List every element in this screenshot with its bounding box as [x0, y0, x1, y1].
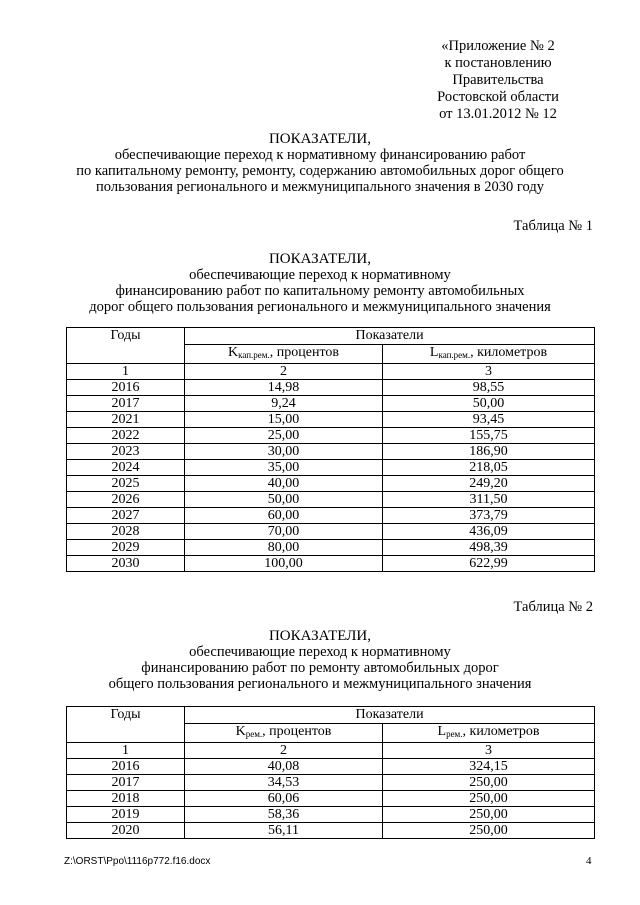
table-row: 2019 58,36 250,00	[67, 807, 595, 823]
table2	[66, 706, 595, 839]
table1-title-line: дорог общего пользования регионального и межмуниципального значения	[89, 299, 551, 315]
main-title	[50, 131, 590, 195]
main-title-line: пользования регионального и межмуниципального значения в 2030 году	[96, 179, 544, 195]
table-row: 2016 14,98 98,55	[67, 380, 595, 396]
table-row: 2017 34,53 250,00	[67, 775, 595, 791]
table1-caption: Таблица № 1	[513, 218, 593, 234]
table-row: 2027 60,00 373,79	[67, 508, 595, 524]
main-title-heading: ПОКАЗАТЕЛИ,	[268, 131, 372, 147]
footer-file-path: Z:\ORST\Ppo\1116p772.f16.docx	[64, 856, 211, 867]
table1-heading: ПОКАЗАТЕЛИ,	[268, 251, 372, 267]
table-row: 2026 50,00 311,50	[67, 492, 595, 508]
table1	[66, 327, 595, 572]
table2-heading: ПОКАЗАТЕЛИ,	[268, 628, 372, 644]
main-title-line: обеспечивающие переход к нормативному финансированию работ	[114, 147, 526, 163]
table-row: 2030 100,00 622,99	[67, 556, 595, 572]
col-years-header: Годы	[67, 707, 185, 743]
table-row: 2020 56,11 250,00	[67, 823, 595, 839]
table-row: 2022 25,00 155,75	[67, 428, 595, 444]
col-years-header: Годы	[67, 328, 185, 364]
col-l-header: $L_{рем.}$, километров	[383, 724, 595, 743]
col-indicators-header: Показатели	[185, 707, 595, 724]
appendix-line: от 13.01.2012 № 12	[439, 106, 557, 122]
appendix-line: Правительства	[452, 72, 544, 88]
col-indicators-header: Показатели	[185, 328, 595, 345]
table1-title-line: обеспечивающие переход к нормативному	[189, 267, 451, 283]
table-row: 2023 30,00 186,90	[67, 444, 595, 460]
table-number-row: 1 2 3	[67, 743, 595, 759]
main-title-line: по капитальному ремонту, ремонту, содержанию автомобильных дорог общего	[76, 163, 564, 179]
appendix-line: Ростовской области	[437, 89, 559, 105]
table-row: 2017 9,24 50,00	[67, 396, 595, 412]
col-k-header: $K_{кап.рем.}$, процентов	[185, 345, 383, 364]
table1-title-line: финансированию работ по капитальному ремонту автомобильных	[115, 283, 525, 299]
appendix-line: к постановлению	[444, 55, 552, 71]
table1-title	[50, 251, 590, 315]
table-number-row: 1 2 3	[67, 364, 595, 380]
appendix-note	[418, 38, 578, 123]
table2-title-line: финансированию работ по ремонту автомобильных дорог	[141, 660, 499, 676]
table2-title-line: обеспечивающие переход к нормативному	[189, 644, 451, 660]
table-row: 2016 40,08 324,15	[67, 759, 595, 775]
table-row: 2029 80,00 498,39	[67, 540, 595, 556]
appendix-line: «Приложение № 2	[441, 38, 555, 54]
table-row: 2025 40,00 249,20	[67, 476, 595, 492]
table-row: 2021 15,00 93,45	[67, 412, 595, 428]
table-row: 2024 35,00 218,05	[67, 460, 595, 476]
footer-page-number: 4	[586, 855, 592, 867]
col-l-header: $L_{кап.рем.}$, километров	[383, 345, 595, 364]
table2-caption: Таблица № 2	[513, 599, 593, 615]
table-row: 2018 60,06 250,00	[67, 791, 595, 807]
col-k-header: $K_{рем.}$, процентов	[185, 724, 383, 743]
table2-title	[50, 628, 590, 692]
table2-title-line: общего пользования регионального и межмуниципального значения	[108, 676, 532, 692]
table-row: 2028 70,00 436,09	[67, 524, 595, 540]
